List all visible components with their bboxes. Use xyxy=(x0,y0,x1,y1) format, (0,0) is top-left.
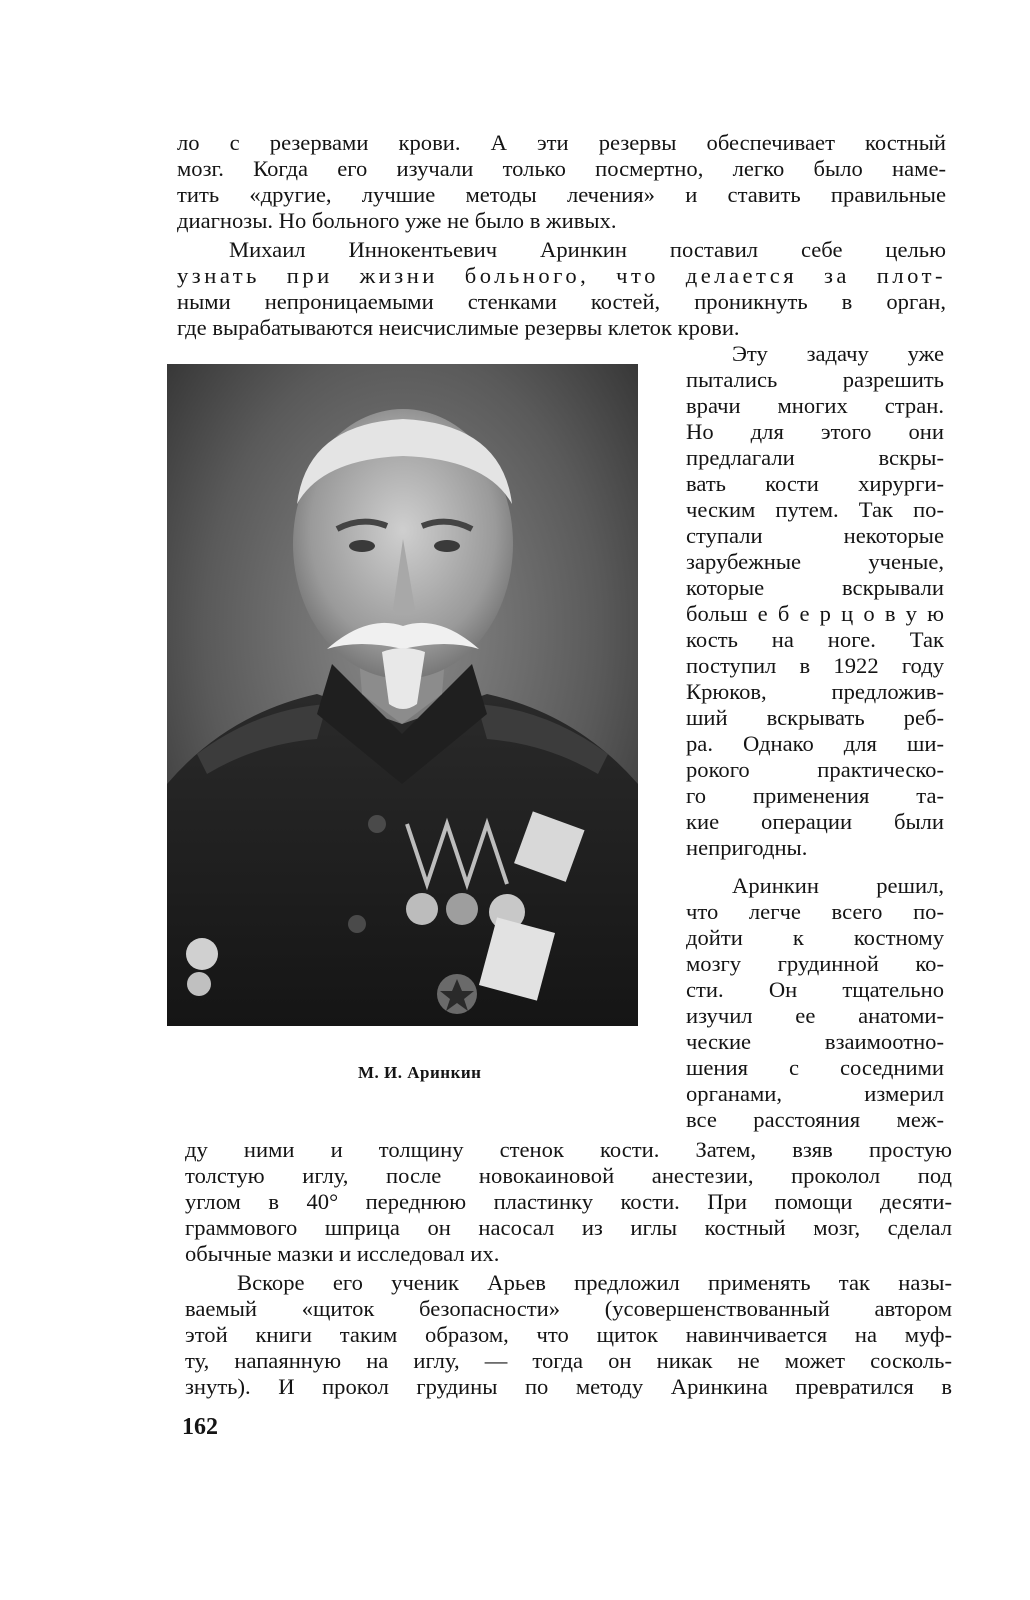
text-line: рокого практическо- xyxy=(686,757,944,782)
text-line: изучил ее анатоми- xyxy=(686,1003,944,1028)
text-line: мозгу грудинной ко- xyxy=(686,951,944,976)
text-line: граммового шприца он насосал из иглы костный мозг, сделал xyxy=(185,1215,952,1240)
text-line: где вырабатываются неисчислимые резервы клеток крови. xyxy=(177,315,740,340)
text-line: Крюков, предложив- xyxy=(686,679,944,704)
photo-caption: М. И. Аринкин xyxy=(358,1063,482,1082)
text-line: вать кости хирурги- xyxy=(686,471,944,496)
text-line: Но для этого они xyxy=(686,419,944,444)
text-line: шения с соседними xyxy=(686,1055,944,1080)
text-line: больш е б е р ц о в у ю xyxy=(686,601,944,626)
text-line: толстую иглу, после новокаиновой анестезии, проколол под xyxy=(185,1163,952,1188)
text-line: дойти к костному xyxy=(686,925,944,950)
text-line: ческие взаимоотно- xyxy=(686,1029,944,1054)
text-line: Аринкин решил, xyxy=(732,873,944,898)
text-line: ду ними и толщину стенок кости. Затем, взяв простую xyxy=(185,1137,952,1162)
text-line: органами, измерил xyxy=(686,1081,944,1106)
text-line: ло с резервами крови. А эти резервы обеспечивает костный xyxy=(177,130,946,155)
text-line: что легче всего по- xyxy=(686,899,944,924)
text-line: ными непроницаемыми стенками костей, проникнуть в орган, xyxy=(177,289,946,314)
portrait-photo xyxy=(167,364,638,1026)
text-line: го применения та- xyxy=(686,783,944,808)
text-line: все расстояния меж- xyxy=(686,1107,944,1132)
text-line: углом в 40° переднюю пластинку кости. При помощи десяти- xyxy=(185,1189,952,1214)
text-line: ступали некоторые xyxy=(686,523,944,548)
text-line: знуть). И прокол грудины по методу Аринкина превратился в xyxy=(185,1374,952,1399)
text-line: узнать при жизни больного, что делается за плот- xyxy=(177,263,946,288)
text-line: ваемый «щиток безопасности» (усовершенствованный автором xyxy=(185,1296,952,1321)
text-line: этой книги таким образом, что щиток навинчивается на муф- xyxy=(185,1322,952,1347)
text-line: ра. Однако для ши- xyxy=(686,731,944,756)
text-line: мозг. Когда его изучали только посмертно, легко было наме- xyxy=(177,156,946,181)
text-line: непригодны. xyxy=(686,835,808,860)
text-line: кие операции были xyxy=(686,809,944,834)
text-line: Вскоре его ученик Арьев предложил применять так назы- xyxy=(237,1270,952,1295)
text-line: которые вскрывали xyxy=(686,575,944,600)
page-number: 162 xyxy=(182,1414,218,1440)
text-line: Эту задачу уже xyxy=(732,341,944,366)
text-line: Михаил Иннокентьевич Аринкин поставил себе целью xyxy=(229,237,946,262)
text-line: ту, напаянную на иглу, — тогда он никак не может сосколь- xyxy=(185,1348,952,1373)
text-line: тить «другие, лучшие методы лечения» и ставить правильные xyxy=(177,182,946,207)
text-line: обычные мазки и исследовал их. xyxy=(185,1241,500,1266)
text-line: ческим путем. Так по- xyxy=(686,497,944,522)
text-line: пытались разрешить xyxy=(686,367,944,392)
text-line: ший вскрывать реб- xyxy=(686,705,944,730)
text-line: предлагали вскры- xyxy=(686,445,944,470)
text-line: сти. Он тщательно xyxy=(686,977,944,1002)
text-line: кость на ноге. Так xyxy=(686,627,944,652)
text-line: диагнозы. Но больного уже не было в живых. xyxy=(177,208,617,233)
text-line: зарубежные ученые, xyxy=(686,549,944,574)
text-line: врачи многих стран. xyxy=(686,393,944,418)
text-line: поступил в 1922 году xyxy=(686,653,944,678)
